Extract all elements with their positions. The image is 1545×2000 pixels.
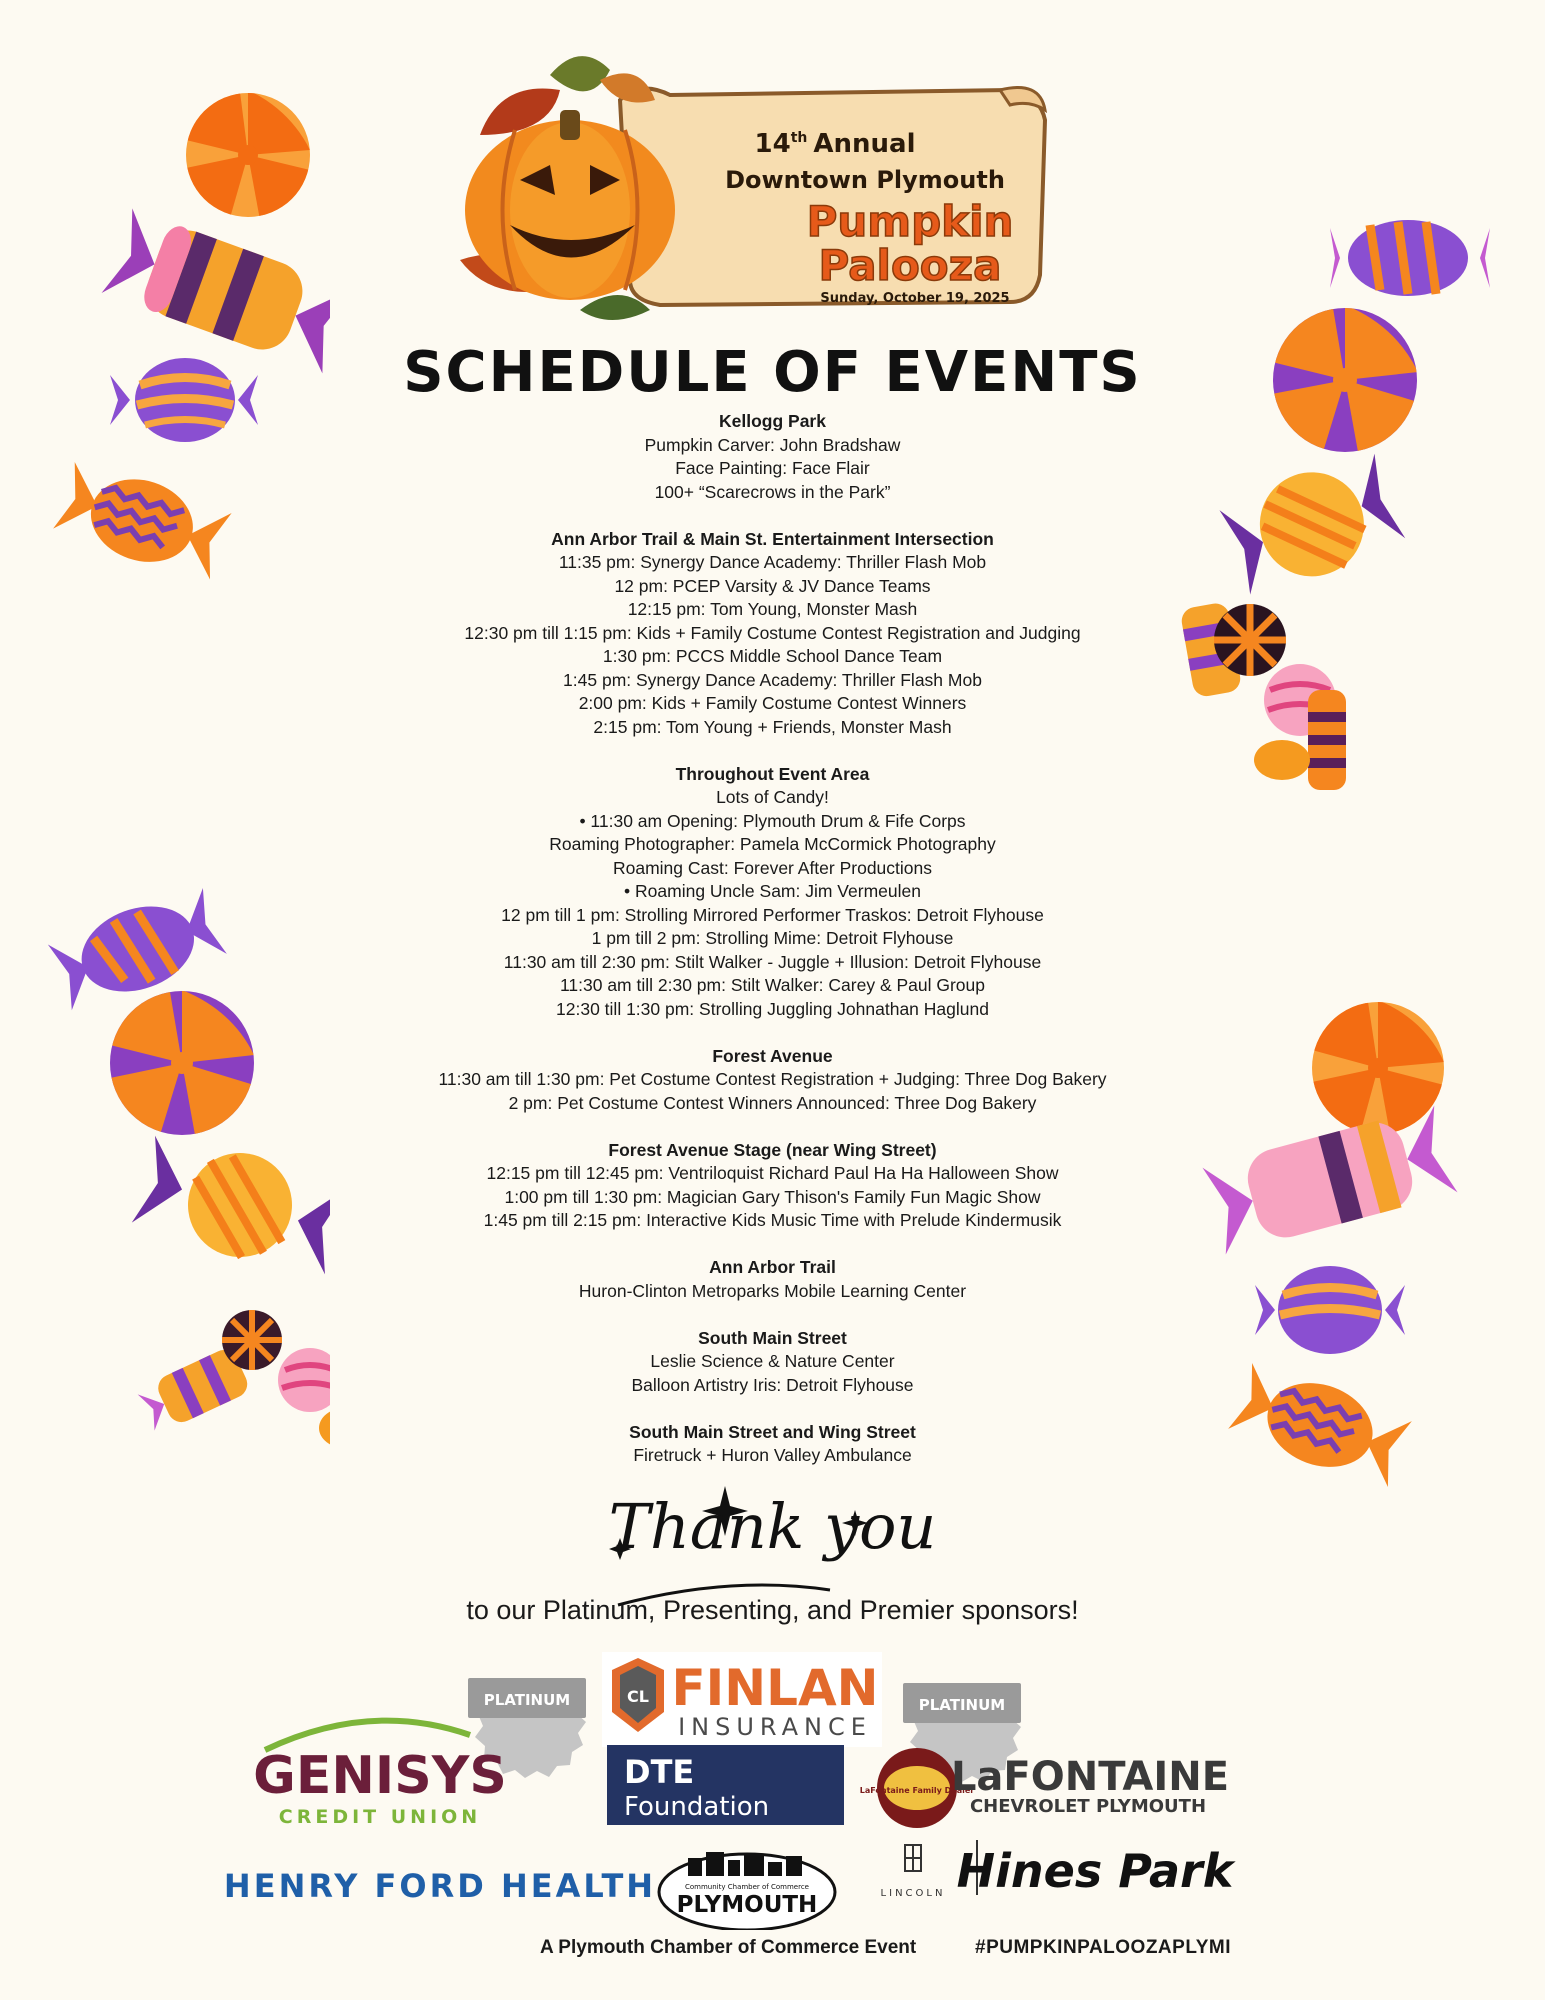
schedule-line: Lots of Candy! xyxy=(716,787,829,807)
schedule-line: 2:00 pm: Kids + Family Costume Contest Winners xyxy=(578,693,967,713)
zigzag-candy-icon xyxy=(1226,1358,1413,1491)
page-title: SCHEDULE OF EVENTS xyxy=(403,340,1142,405)
section-heading: Ann Arbor Trail & Main St. Entertainment Intersection xyxy=(551,528,994,549)
svg-text:PLATINUM: PLATINUM xyxy=(483,1691,571,1709)
schedule-line: 11:30 am till 1:30 pm: Pet Costume Contest Registration + Judging: Three Dog Bakery xyxy=(438,1069,1107,1089)
svg-text:LaFONTAINE: LaFONTAINE xyxy=(950,1754,1230,1800)
svg-text:FINLAN: FINLAN xyxy=(671,1659,879,1717)
svg-text:CREDIT UNION: CREDIT UNION xyxy=(278,1806,482,1828)
genisys-logo xyxy=(253,1721,507,1828)
schedule-line: 12 pm: PCEP Varsity & JV Dance Teams xyxy=(614,575,931,596)
schedule-line: Huron-Clinton Metroparks Mobile Learning Center xyxy=(578,1280,967,1301)
schedule-section-entertainment-intersection xyxy=(300,528,1245,740)
footer-event-text: A Plymouth Chamber of Commerce Event xyxy=(540,1937,917,1958)
schedule-line: 1:45 pm: Synergy Dance Academy: Thriller Flash Mob xyxy=(563,669,982,690)
svg-text:LaFontaine Family Dealer: LaFontaine Family Dealer xyxy=(859,1786,975,1795)
pumpkin-palooza-logo xyxy=(440,40,1060,340)
schedule-line: 1 pm till 2 pm: Strolling Mime: Detroit Flyhouse xyxy=(591,928,954,948)
plymouth-chamber-logo xyxy=(659,1852,835,1930)
hines-park-logo: Hines Park xyxy=(956,1844,1234,1898)
logo-line2: Downtown Plymouth xyxy=(725,166,1005,194)
schedule-line: Roaming Photographer: Pamela McCormick Photography xyxy=(549,834,996,854)
thank-you-script: Thank you xyxy=(608,1490,937,1563)
section-heading: Ann Arbor Trail xyxy=(709,1257,836,1277)
thank-you-line: to our Platinum, Presenting, and Premier sponsors! xyxy=(466,1595,1079,1625)
logo-date: Sunday, October 19, 2025 xyxy=(820,291,1010,306)
schedule-line: • Roaming Uncle Sam: Jim Vermeulen xyxy=(624,881,921,901)
section-heading: South Main Street xyxy=(698,1327,847,1348)
svg-text:PLYMOUTH: PLYMOUTH xyxy=(676,1892,818,1918)
schedule-line: 11:30 am till 2:30 pm: Stilt Walker: Carey & Paul Group xyxy=(559,975,986,995)
schedule-line: 11:35 pm: Synergy Dance Academy: Thriller Flash Mob xyxy=(558,552,987,572)
wrapped-candy-icon xyxy=(1330,220,1490,296)
logo-line3: Pumpkin xyxy=(806,197,1014,246)
schedule-line: Leslie Science & Nature Center xyxy=(650,1351,895,1371)
schedule-line: 1:00 pm till 1:30 pm: Magician Gary Thison's Family Fun Magic Show xyxy=(504,1186,1041,1207)
svg-text:14thAnnual: 14th Annual xyxy=(754,129,916,159)
schedule-line: 2 pm: Pet Costume Contest Winners Announced: Three Dog Bakery xyxy=(508,1092,1037,1113)
section-heading: Kellogg Park xyxy=(719,411,826,431)
schedule xyxy=(300,410,1245,1491)
svg-text:PLATINUM: PLATINUM xyxy=(918,1696,1006,1714)
schedule-line: 100+ “Scarecrows in the Park” xyxy=(654,481,891,502)
schedule-section-forest-avenue-stage xyxy=(300,1139,1245,1233)
schedule-line: 2:15 pm: Tom Young + Friends, Monster Mash xyxy=(593,716,952,737)
schedule-line: 12 pm till 1 pm: Strolling Mirrored Performer Traskos: Detroit Flyhouse xyxy=(501,904,1044,925)
dte-foundation-logo xyxy=(607,1745,844,1825)
schedule-line: 1:45 pm till 2:15 pm: Interactive Kids Music Time with Prelude Kindermusik xyxy=(483,1210,1062,1230)
schedule-line: 11:30 am till 2:30 pm: Stilt Walker - Juggle + Illusion: Detroit Flyhouse xyxy=(503,951,1042,972)
finlan-insurance-logo xyxy=(602,1652,882,1747)
candy-decorations-left xyxy=(0,0,330,1500)
svg-text:DTE: DTE xyxy=(624,1753,695,1791)
schedule-line: Pumpkin Carver: John Bradshaw xyxy=(644,434,901,455)
schedule-section-south-main xyxy=(300,1327,1245,1398)
schedule-line: Firetruck + Huron Valley Ambulance xyxy=(633,1445,912,1465)
svg-text:CHEVROLET PLYMOUTH: CHEVROLET PLYMOUTH xyxy=(969,1796,1207,1817)
section-heading: South Main Street and Wing Street xyxy=(629,1421,916,1442)
schedule-section-kellogg-park xyxy=(300,410,1245,504)
schedule-section-south-main-wing xyxy=(300,1421,1245,1468)
schedule-line: Roaming Cast: Forever After Productions xyxy=(612,857,933,878)
schedule-line: 12:15 pm: Tom Young, Monster Mash xyxy=(627,599,918,619)
section-heading: Throughout Event Area xyxy=(675,763,870,784)
svg-text:GENISYS: GENISYS xyxy=(253,1746,507,1806)
henry-ford-health-logo: HENRY FORD HEALTH xyxy=(223,1867,657,1905)
svg-text:Foundation: Foundation xyxy=(624,1792,770,1822)
schedule-line: 12:15 pm till 12:45 pm: Ventriloquist Richard Paul Ha Ha Halloween Show xyxy=(486,1163,1059,1183)
swirl-candy-icon xyxy=(186,90,310,220)
schedule-line: 1:30 pm: PCCS Middle School Dance Team xyxy=(602,646,943,666)
zigzag-candy-icon xyxy=(52,457,234,584)
svg-text:INSURANCE: INSURANCE xyxy=(678,1713,872,1741)
schedule-section-throughout-event xyxy=(300,763,1245,1022)
section-heading: Forest Avenue Stage (near Wing Street) xyxy=(608,1139,937,1160)
logo-line4: Palooza xyxy=(818,241,1002,290)
schedule-line: Face Painting: Face Flair xyxy=(675,458,870,478)
schedule-section-forest-avenue xyxy=(300,1045,1245,1116)
svg-text:LINCOLN: LINCOLN xyxy=(880,1888,946,1899)
footer-hashtag: #PUMPKINPALOOZAPLYMI xyxy=(975,1937,1231,1958)
svg-text:Community Chamber of Commerce: Community Chamber of Commerce xyxy=(685,1883,809,1891)
svg-text:CL: CL xyxy=(627,1687,649,1706)
striped-candy-icon xyxy=(1217,447,1408,601)
round-candy-icon xyxy=(1255,1266,1405,1354)
schedule-section-ann-arbor-trail xyxy=(300,1256,1245,1303)
schedule-line: 12:30 pm till 1:15 pm: Kids + Family Costume Contest Registration and Judging xyxy=(464,622,1081,643)
section-heading: Forest Avenue xyxy=(712,1045,833,1066)
sponsor-logos xyxy=(0,1640,1545,1930)
schedule-line: Balloon Artistry Iris: Detroit Flyhouse xyxy=(631,1374,914,1395)
schedule-line: • 11:30 am Opening: Plymouth Drum & Fife Corps xyxy=(579,810,966,831)
swirl-candy-icon xyxy=(110,990,254,1135)
swirl-candy-icon xyxy=(1312,1000,1444,1134)
lafontaine-logo xyxy=(860,1748,1229,1828)
schedule-line: 12:30 till 1:30 pm: Strolling Juggling Johnathan Haglund xyxy=(556,998,989,1019)
